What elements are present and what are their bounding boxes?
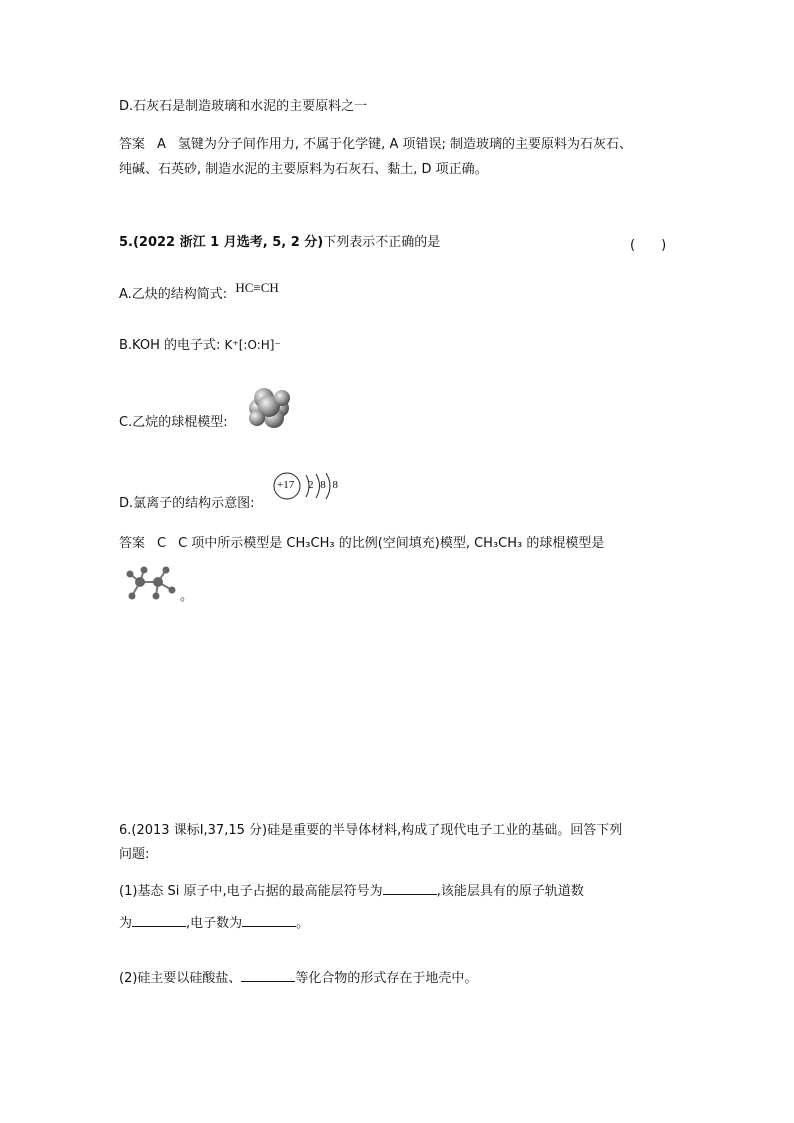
answer-paren: ( ) — [630, 238, 667, 253]
period-mark: 。 — [180, 589, 194, 604]
option-b-label: B.KOH 的电子式: — [119, 338, 221, 353]
part2-text-a: (2)硅主要以硅酸盐、 — [119, 971, 242, 986]
ethane-space-filling-model — [244, 386, 294, 430]
answer-explanation: C 项中所示模型是 CH₃CH₃ 的比例(空间填充)模型, CH₃CH₃ 的球棍模型是 — [178, 536, 605, 551]
q6-part1-line-2 — [119, 914, 309, 933]
answer-key: A — [157, 137, 166, 152]
q5-option-c: C.乙烷的球棍模型: — [119, 415, 228, 430]
q5-source: 5.(2022 浙江 1 月选考, 5, 2 分) — [119, 235, 324, 250]
q6-part2 — [119, 969, 477, 988]
answer-explanation: 氢键为分子间作用力, 不属于化学键, A 项错误; 制造玻璃的主要原料为石灰石、 — [177, 137, 632, 152]
chloride-ion-structure-diagram — [272, 470, 342, 502]
q4-answer-line-2: 纯碱、石英砂, 制造水泥的主要原料为石灰石、黏土, D 项正确。 — [119, 162, 488, 177]
q5-answer — [119, 535, 604, 553]
part1-text-d: ,电子数为 — [186, 916, 243, 931]
nucleus-charge: +17 — [277, 479, 295, 491]
ethane-ball-stick-model — [118, 562, 182, 604]
q4-option-d: D.石灰石是制造玻璃和水泥的主要原料之一 — [119, 99, 368, 114]
option-a-label: A.乙炔的结构简式: — [119, 287, 228, 302]
formula-acetylene: HC≡CH — [235, 280, 279, 295]
q6-part1-line-1 — [119, 882, 584, 901]
part1-text-a: (1)基态 Si 原子中,电子占据的最高能层符号为 — [119, 884, 383, 899]
part1-text-e: 。 — [296, 916, 310, 931]
part1-text-b: ,该能层具有的原子轨道数 — [436, 884, 584, 899]
answer-blank-compounds[interactable] — [241, 969, 295, 982]
answer-label: 答案 — [119, 536, 146, 551]
answer-blank-energy-level[interactable] — [383, 882, 437, 895]
q5-question: 下列表示不正确的是 — [323, 235, 441, 250]
q6-stem-line-1: 6.(2013 课标Ⅰ,37,15 分)硅是重要的半导体材料,构成了现代电子工业的基础。回答下列 — [119, 823, 623, 838]
q5-option-a — [119, 280, 279, 304]
q5-option-d: D.氯离子的结构示意图: — [119, 496, 255, 511]
answer-blank-electrons[interactable] — [242, 914, 296, 927]
answer-blank-orbitals[interactable] — [132, 914, 186, 927]
answer-label: 答案 — [119, 137, 146, 152]
q5-option-b — [119, 336, 281, 355]
part1-text-c: 为 — [119, 916, 133, 931]
answer-key: C — [157, 536, 167, 551]
electron-formula-koh: K⁺[:O:H]⁻ — [224, 338, 281, 352]
electron-shell-counts: 2 8 8 — [308, 479, 340, 491]
q5-stem — [119, 234, 440, 252]
q4-answer-line-1 — [119, 136, 632, 154]
q6-stem-line-2: 问题: — [119, 847, 150, 862]
part2-text-b: 等化合物的形式存在于地壳中。 — [295, 971, 478, 986]
